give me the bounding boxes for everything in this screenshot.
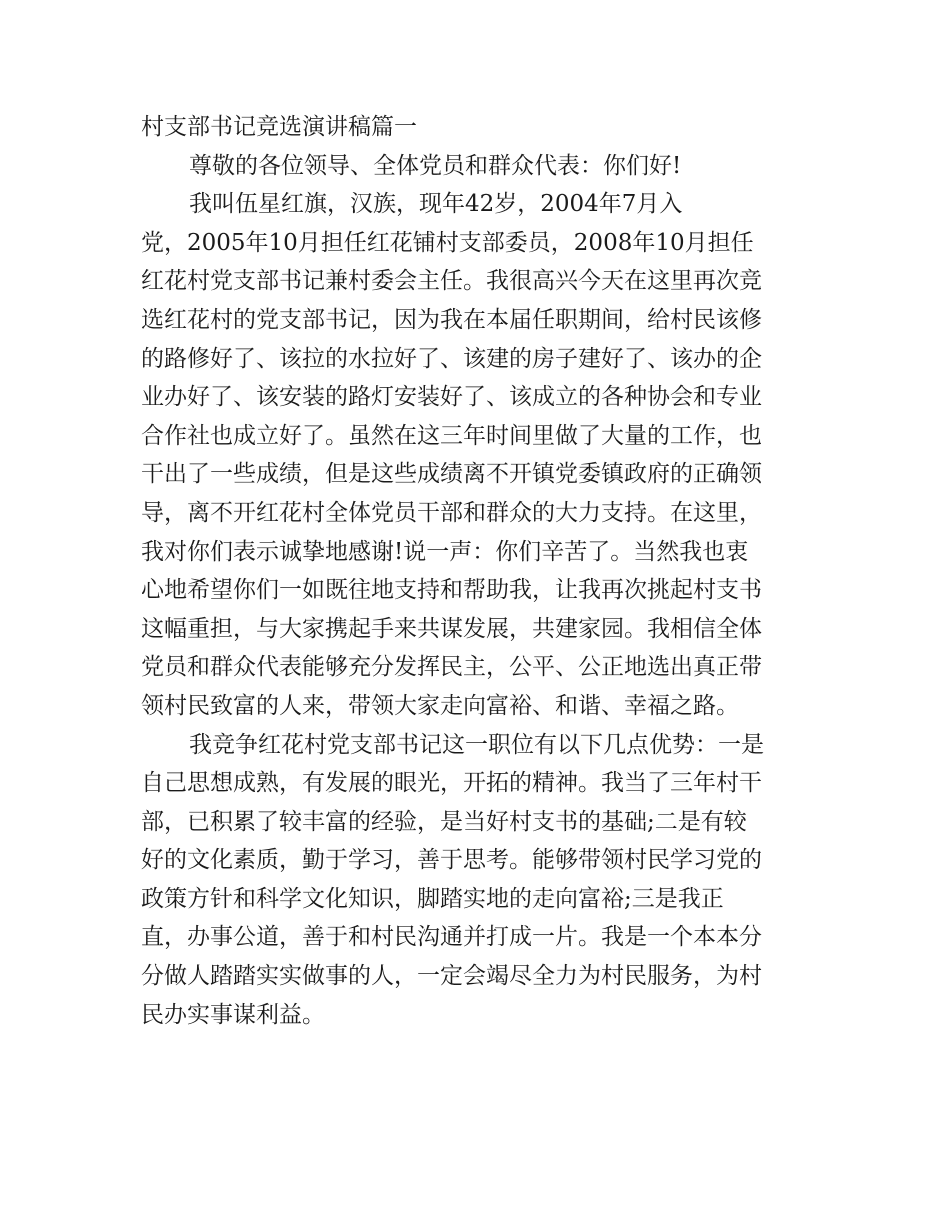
paragraph-line: 红花村党支部书记兼村委会主任。我很高兴今天在这里再次竞: [141, 268, 762, 295]
paragraph-line: 直，办事公道，善于和村民沟通并打成一片。我是一个本本分: [141, 924, 762, 951]
paragraph-line: 合作社也成立好了。虽然在这三年时间里做了大量的工作，也: [141, 422, 762, 449]
paragraph-line: 党员和群众代表能够充分发挥民主，公平、公正地选出真正带: [141, 654, 762, 681]
paragraph-line: 选红花村的党支部书记，因为我在本届任职期间，给村民该修: [141, 306, 762, 333]
paragraph-line: 业办好了、该安装的路灯安装好了、该成立的各种协会和专业: [141, 384, 762, 411]
paragraph-line: 部，已积累了较丰富的经验，是当好村支书的基础;二是有较: [141, 808, 747, 835]
paragraph-line: 领村民致富的人来，带领大家走向富裕、和谐、幸福之路。: [141, 692, 739, 719]
paragraph-advantages: [141, 726, 813, 1035]
document-title: 村支部书记竞选演讲稿篇一: [141, 114, 417, 140]
paragraph-line: 这幅重担，与大家携起手来共谋发展，共建家园。我相信全体: [141, 615, 762, 642]
paragraph-introduction: [141, 185, 813, 725]
paragraph-line: 的路修好了、该拉的水拉好了、该建的房子建好了、该办的企: [141, 345, 762, 372]
paragraph-line: 尊敬的各位领导、全体党员和群众代表：你们好!: [189, 152, 682, 179]
paragraph-line: 干出了一些成绩，但是这些成绩离不开镇党委镇政府的正确领: [141, 461, 762, 488]
paragraph-line: 导，离不开红花村全体党员干部和群众的大力支持。在这里，: [141, 499, 762, 526]
paragraph-line: 分做人踏踏实实做事的人，一定会竭尽全力为村民服务，为村: [141, 963, 762, 990]
paragraph-line: 我叫伍星红旗，汉族，现年42岁，2004年7月入: [189, 191, 683, 218]
paragraph-line: 民办实事谋利益。: [141, 1001, 325, 1028]
paragraph-line: 自己思想成熟，有发展的眼光，开拓的精神。我当了三年村干: [141, 770, 762, 797]
paragraph-line: 党，2005年10月担任红花铺村支部委员，2008年10月担任: [141, 229, 754, 256]
paragraph-line: 好的文化素质，勤于学习，善于思考。能够带领村民学习党的: [141, 847, 762, 874]
paragraph-line: 政策方针和科学文化知识，脚踏实地的走向富裕;三是我正: [141, 885, 724, 912]
paragraph-line: 我竞争红花村党支部书记这一职位有以下几点优势：一是: [189, 731, 764, 758]
paragraph-line: 我对你们表示诚挚地感谢!说一声：你们辛苦了。当然我也衷: [141, 538, 749, 565]
paragraph-line: 心地希望你们一如既往地支持和帮助我，让我再次挑起村支书: [141, 577, 762, 604]
paragraph-greeting: [141, 147, 813, 186]
document-body: [141, 108, 813, 1034]
